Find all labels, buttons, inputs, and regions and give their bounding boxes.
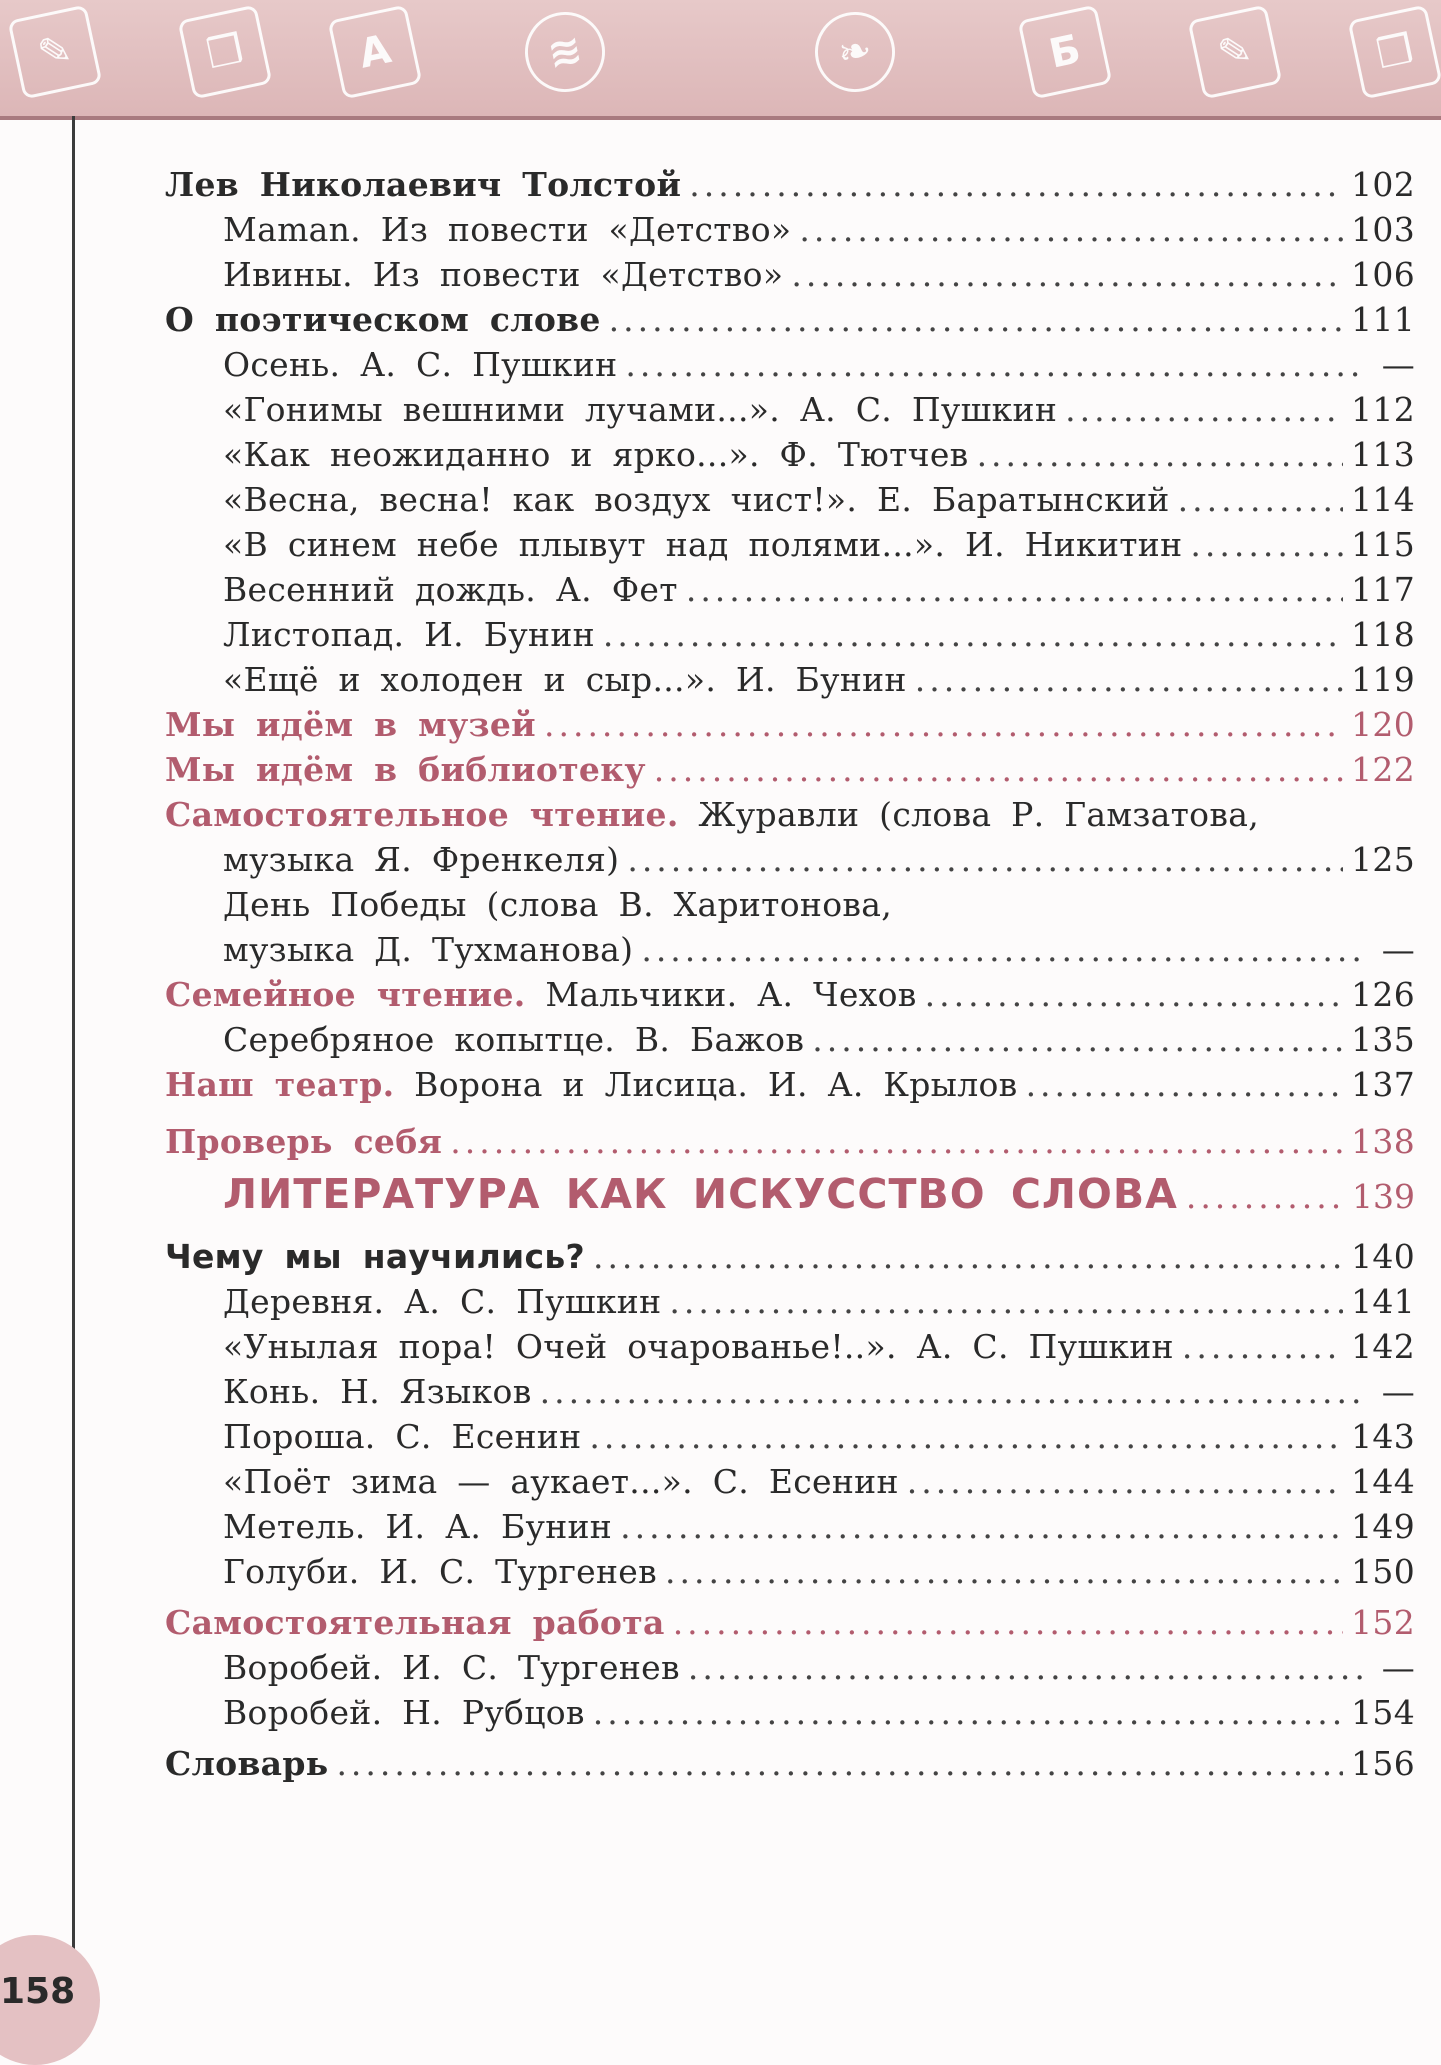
table-of-contents — [165, 162, 1415, 1786]
feather-icon: ≋ — [518, 5, 613, 100]
dot-leader — [620, 1504, 1343, 1549]
toc-entry-page: 137 — [1351, 1065, 1415, 1104]
toc-entry — [165, 162, 1415, 207]
toc-entry-page: 106 — [1351, 255, 1415, 294]
toc-entry-title: Серебряное копытце. В. Бажов — [223, 1020, 805, 1059]
toc-entry — [165, 1017, 1415, 1062]
dot-leader — [977, 432, 1344, 477]
toc-entry-page: 140 — [1351, 1237, 1415, 1276]
toc-entry-rubric: Самостоятельное чтение. — [165, 795, 679, 834]
dot-leader — [686, 567, 1343, 612]
toc-entry-page: 103 — [1351, 210, 1415, 249]
margin-line — [72, 116, 75, 1976]
dot-leader — [907, 1459, 1343, 1504]
dot-leader — [799, 207, 1343, 252]
toc-entry-title: Maman. Из повести «Детство» — [223, 210, 792, 249]
toc-entry-title: Самостоятельная работа — [165, 1603, 665, 1642]
toc-entry-page: 126 — [1351, 975, 1415, 1014]
toc-entry — [165, 612, 1415, 657]
toc-entry-title: Конь. Н. Языков — [223, 1372, 532, 1411]
toc-entry — [165, 432, 1415, 477]
toc-entry-page: 142 — [1351, 1327, 1415, 1366]
dot-leader — [665, 1549, 1343, 1594]
toc-entry-page: 149 — [1351, 1507, 1415, 1546]
section-title: ЛИТЕРАТУРА КАК ИСКУССТВО СЛОВА — [223, 1170, 1178, 1218]
toc-entry-page: 117 — [1351, 570, 1415, 609]
toc-entry — [165, 792, 1415, 837]
toc-entry-title: Пороша. С. Есенин — [223, 1417, 582, 1456]
toc-entry-title: Метель. И. А. Бунин — [223, 1507, 613, 1546]
dot-leader — [540, 1369, 1367, 1414]
toc-entry — [165, 1062, 1415, 1107]
toc-entry-work: Журавли (слова Р. Гамзатова, — [698, 795, 1259, 834]
toc-entry-page: 114 — [1351, 480, 1415, 519]
toc-entry-title: «Гонимы вешними лучами...». А. С. Пушкин — [223, 390, 1058, 429]
toc-entry-title: Осень. А. С. Пушкин — [223, 345, 618, 384]
dot-leader — [1065, 387, 1343, 432]
toc-entry — [165, 522, 1415, 567]
dot-leader — [669, 1279, 1343, 1324]
toc-entry-title: «Ещё и холоден и сыр...». И. Бунин — [223, 660, 907, 699]
dot-leader — [1026, 1062, 1344, 1107]
dot-leader — [603, 612, 1343, 657]
toc-entry-page: 154 — [1351, 1693, 1415, 1732]
toc-entry-title: О поэтическом слове — [165, 300, 601, 339]
toc-entry-title: «Поёт зима — аукает...». С. Есенин — [223, 1462, 899, 1501]
decorative-banner — [0, 0, 1441, 120]
toc-entry — [165, 252, 1415, 297]
toc-entry-page: 111 — [1351, 300, 1415, 339]
toc-entry — [165, 1504, 1415, 1549]
pencil-icon: ✎ — [8, 5, 103, 100]
dot-leader — [589, 1414, 1343, 1459]
toc-entry-title: Воробей. И. С. Тургенев — [223, 1648, 680, 1687]
toc-entry — [165, 387, 1415, 432]
dot-leader — [1178, 477, 1344, 522]
dot-leader — [689, 162, 1343, 207]
toc-entry-title: Ивины. Из повести «Детство» — [223, 255, 784, 294]
dot-leader — [336, 1741, 1343, 1786]
toc-entry — [165, 1279, 1415, 1324]
toc-entry-title: Мы идём в музей — [165, 705, 536, 744]
toc-entry — [165, 1119, 1415, 1164]
toc-entry-title: Весенний дождь. А. Фет — [223, 570, 678, 609]
page-number: 158 — [0, 1971, 76, 2012]
dot-leader — [673, 1600, 1343, 1645]
dot-leader — [625, 342, 1367, 387]
toc-entry — [165, 1369, 1415, 1414]
toc-entry-page: 112 — [1351, 390, 1415, 429]
toc-entry — [165, 1645, 1415, 1690]
toc-entry-page: 122 — [1351, 750, 1415, 789]
toc-entry-title: Воробей. Н. Рубцов — [223, 1693, 585, 1732]
dot-leader — [609, 297, 1343, 342]
toc-entry-title: Деревня. А. С. Пушкин — [223, 1282, 662, 1321]
toc-entry — [165, 207, 1415, 252]
toc-entry-page: 135 — [1351, 1020, 1415, 1059]
toc-entry-page: — — [1381, 345, 1415, 384]
dot-leader — [654, 747, 1343, 792]
dot-leader — [688, 1645, 1367, 1690]
dot-leader — [791, 252, 1343, 297]
section-page: 139 — [1352, 1177, 1415, 1216]
toc-entry-page: 115 — [1351, 525, 1415, 564]
dot-leader — [1182, 1324, 1343, 1369]
toc-entry-title — [165, 792, 1259, 837]
dot-leader — [1190, 522, 1343, 567]
toc-entry-page: 102 — [1351, 165, 1415, 204]
toc-entry — [165, 1741, 1415, 1786]
section-heading — [165, 1170, 1415, 1234]
dot-leader — [812, 1017, 1343, 1062]
toc-entry-title: «Как неожиданно и ярко...». Ф. Тютчев — [223, 435, 969, 474]
toc-entry-title — [165, 1062, 1018, 1107]
toc-entry-page: 144 — [1351, 1462, 1415, 1501]
toc-entry — [165, 1690, 1415, 1735]
toc-entry-work: Ворона и Лисица. И. А. Крылов — [414, 1065, 1018, 1104]
toc-entry-page: 113 — [1351, 435, 1415, 474]
toc-entry-title: Лев Николаевич Толстой — [165, 165, 682, 204]
scroll-icon: ❧ — [808, 5, 903, 100]
toc-entry-page: 119 — [1351, 660, 1415, 699]
toc-entry-title: День Победы (слова В. Харитонова, — [223, 885, 893, 924]
letter-a-icon: А — [328, 5, 423, 100]
toc-entry — [165, 567, 1415, 612]
toc-entry — [165, 1600, 1415, 1645]
toc-entry-title: музыка Я. Френкеля) — [223, 840, 620, 879]
toc-entry — [165, 972, 1415, 1017]
dot-leader — [641, 927, 1367, 972]
toc-entry-page: 143 — [1351, 1417, 1415, 1456]
toc-entry-title — [165, 972, 917, 1017]
toc-entry-page: 150 — [1351, 1552, 1415, 1591]
dot-leader — [915, 657, 1343, 702]
toc-entry — [165, 882, 1415, 927]
toc-entry-rubric: Наш театр. — [165, 1065, 395, 1104]
toc-entry-title: Чему мы научились? — [165, 1237, 585, 1276]
dot-leader — [925, 972, 1343, 1017]
toc-entry — [165, 657, 1415, 702]
dot-leader — [1186, 1177, 1344, 1216]
letters-icon: Б — [1018, 5, 1113, 100]
toc-entry-page: 141 — [1351, 1282, 1415, 1321]
dot-leader — [627, 837, 1343, 882]
toc-entry-work: Мальчики. А. Чехов — [545, 975, 917, 1014]
toc-entry — [165, 297, 1415, 342]
toc-entry — [165, 1234, 1415, 1279]
book-icon: ❒ — [178, 5, 273, 100]
toc-entry — [165, 1459, 1415, 1504]
dot-leader — [593, 1234, 1343, 1279]
toc-list-part1 — [165, 162, 1415, 1164]
book-icon: ❒ — [1348, 5, 1441, 100]
toc-entry-page: — — [1381, 930, 1415, 969]
toc-entry-rubric: Семейное чтение. — [165, 975, 526, 1014]
toc-entry — [165, 747, 1415, 792]
toc-entry-title: музыка Д. Тухманова) — [223, 930, 634, 969]
dot-leader — [450, 1119, 1343, 1164]
toc-entry-title: Словарь — [165, 1744, 329, 1783]
toc-entry-title: «Весна, весна! как воздух чист!». Е. Баратынский — [223, 480, 1170, 519]
toc-entry-page: 120 — [1351, 705, 1415, 744]
toc-entry — [165, 1549, 1415, 1594]
toc-entry-title: «В синем небе плывут над полями...». И. Никитин — [223, 525, 1183, 564]
toc-list-part2 — [165, 1234, 1415, 1786]
toc-entry-page: — — [1381, 1648, 1415, 1687]
toc-entry-page: 156 — [1351, 1744, 1415, 1783]
toc-entry-title: Проверь себя — [165, 1122, 443, 1161]
page-number-badge — [0, 1935, 100, 2065]
toc-entry-title: «Унылая пора! Очей очарованье!..». А. С. Пушкин — [223, 1327, 1174, 1366]
toc-entry-title: Листопад. И. Бунин — [223, 615, 595, 654]
dot-leader — [593, 1690, 1343, 1735]
toc-entry-page: 125 — [1351, 840, 1415, 879]
toc-entry-title: Голуби. И. С. Тургенев — [223, 1552, 657, 1591]
toc-entry-page: 152 — [1351, 1603, 1415, 1642]
toc-entry — [165, 342, 1415, 387]
toc-entry — [165, 927, 1415, 972]
toc-entry — [165, 477, 1415, 522]
dot-leader — [544, 702, 1343, 747]
toc-entry-title: Мы идём в библиотеку — [165, 750, 646, 789]
toc-entry-page: — — [1381, 1372, 1415, 1411]
toc-entry — [165, 837, 1415, 882]
toc-entry — [165, 702, 1415, 747]
toc-entry-page: 138 — [1351, 1122, 1415, 1161]
toc-entry — [165, 1414, 1415, 1459]
toc-entry — [165, 1324, 1415, 1369]
toc-entry-page: 118 — [1351, 615, 1415, 654]
pencil-icon: ✎ — [1188, 5, 1283, 100]
